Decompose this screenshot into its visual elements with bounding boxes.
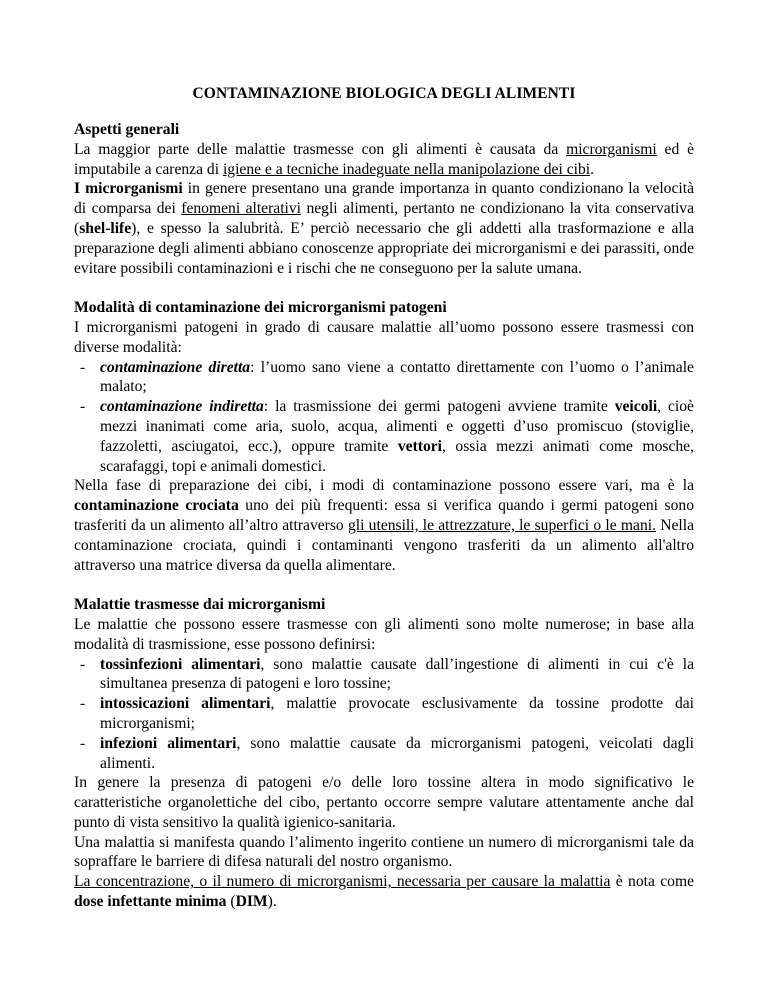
text-run: , sono malattie causate dall’ingestione di alimenti in cui c'è la simultanea presenza di patogeni e loro tossine; [100,655,694,693]
bold-text: tossinfezioni alimentari [100,655,261,673]
bold-text: veicoli [614,398,658,416]
bold-text: intossicazioni alimentari [100,695,271,713]
paragraph [74,872,694,912]
list-item [74,358,694,398]
bold-italic-text: contaminazione indiretta [100,398,264,416]
underlined-text: La concentrazione, o il numero di microrganismi, necessaria per causare la malattia [74,873,611,891]
text-run: Nella fase di preparazione dei cibi, i modi di contaminazione possono essere vari, ma è la [74,477,694,495]
section-modalita-contaminazione [74,298,694,575]
paragraph: Una malattia si manifesta quando l’alimento ingerito contiene un numero di microrganismi tale da sopraffare le barriere di difesa naturali del nostro organismo. [74,833,694,871]
underlined-text: fenomeni alterativi [181,200,302,218]
section-heading: Aspetti generali [74,121,180,138]
paragraph: I microrganismi patogeni in grado di causare malattie all’uomo possono essere trasmessi con diverse modalità: [74,318,694,356]
text-run: : l’uomo sano viene a contatto direttamente con l’uomo o l’animale malato; [100,358,694,396]
bold-text: infezioni alimentari [100,734,237,752]
bold-italic-text: contaminazione diretta [100,358,251,376]
list-item [74,734,694,774]
bold-text: vettori [397,437,443,455]
list-dash: - [80,695,86,713]
list-item [74,397,694,476]
section-aspetti-generali [74,120,694,278]
document-body [74,120,694,912]
list-dash: - [80,398,86,416]
text-run: ). [267,893,277,911]
paragraph: In genere la presenza di patogeni e/o delle loro tossine altera in modo significativo le caratteristiche organolettiche del cibo, pertanto occorre sempre valutare attentamente anche dal punto di vista sensitivo la qualità igienico-sanitaria. [74,774,694,831]
text-run: è nota come [610,873,694,891]
document-title: CONTAMINAZIONE BIOLOGICA DEGLI ALIMENTI [192,85,576,102]
section-malattie-trasmesse [74,595,694,912]
text-run: , ossia mezzi animati come mosche, scarafaggi, topi e animali domestici. [100,437,695,475]
text-run: negli alimenti, pertanto ne condizionano la vita conservativa ( [74,200,694,237]
text-run: , sono malattie causate da microrganismi patogeni, veicolati dagli alimenti. [100,734,694,772]
section-heading: Modalità di contaminazione dei microrganismi patogeni [74,299,447,317]
text-run: La maggior parte delle malattie trasmesse con gli alimenti è causata da [74,140,567,158]
text-run: uno dei più frequenti: essa si verifica quando i germi patogeni sono trasferiti da un alimento all’altro attraverso [74,497,694,534]
text-run: in genere presentano una grande importanza in quanto condizionano la velocità di comparsa dei [74,180,694,218]
text-run: : la trasmissione dei germi patogeni avviene tramite [263,398,615,416]
list-dash: - [80,734,86,752]
bold-text: shel-life [79,219,132,237]
text-run: . [590,160,594,178]
paragraph: Le malattie che possono essere trasmesse con gli alimenti sono molte numerose; in base alla modalità di trasmissione, esse possono definirsi: [74,615,694,653]
list-item [74,694,694,734]
text-run: , malattie provocate esclusivamente da tossine prodotte dai microrganismi; [100,695,694,732]
bullet-list [74,655,694,774]
underlined-text: microrganismi [566,140,657,158]
bold-text: contaminazione crociata [74,497,239,515]
section-heading: Malattie trasmesse dai microrganismi [74,596,326,614]
bold-text: I microrganismi [74,180,183,198]
list-dash: - [80,358,86,376]
underlined-text: igiene e a tecniche inadeguate nella manipolazione dei cibi [222,160,591,178]
list-dash: - [80,655,86,673]
paragraph [74,476,694,575]
text-run: ), e spesso la salubrità. E’ perciò necessario che gli addetti alla trasformazione e alla preparazione degli alimenti abbiano conoscenze appropriate dei microrganismi e dei parassiti, onde evitare possibili contaminazioni e i rischi che ne conseguono per la salute umana. [74,219,694,277]
bullet-list [74,358,694,477]
list-item [74,655,694,695]
bold-text: DIM [235,893,268,911]
bold-text: dose infettante minima [74,893,227,911]
text-run: Nella contaminazione crociata, quindi i contaminanti vengono trasferiti da un alimento all'altro attraverso una matrice diversa da quella alimentare. [74,516,694,574]
text-run: ( [226,893,236,911]
text-run: , cioè mezzi inanimati come aria, suolo, acqua, alimenti e oggetti d’uso promiscuo (stoviglie, fazzoletti, asciugatoi, ecc.), oppure tramite [100,398,694,455]
text-run: ed è imputabile a carenza di [74,140,694,178]
paragraph [74,179,694,278]
paragraph [74,140,694,180]
underlined-text: gli utensili, le attrezzature, le superfici o le mani. [347,516,656,534]
